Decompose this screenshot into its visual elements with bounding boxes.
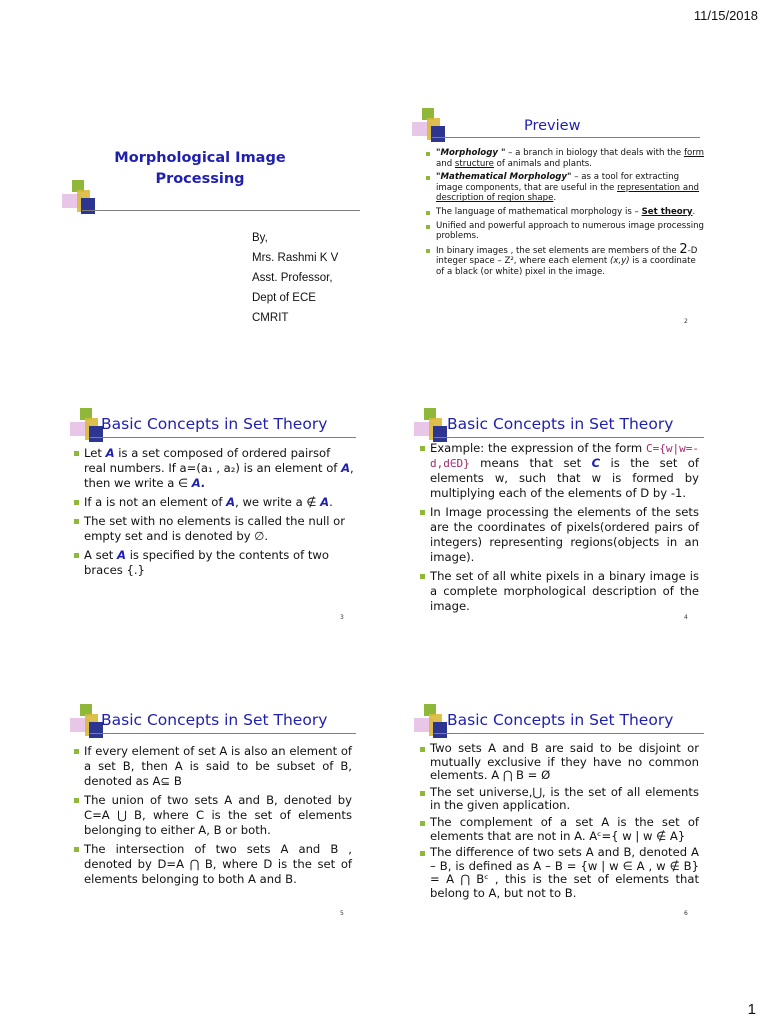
list-item: A set A is specified by the contents of two braces {.}	[74, 548, 354, 578]
list-item: The set universe,⋃, is the set of all elements in the given application.	[420, 786, 699, 813]
author-block: By, Mrs. Rashmi K V Asst. Professor, Dept of ECE CMRIT	[252, 232, 339, 324]
page-date: 11/15/2018	[693, 8, 758, 23]
slide-4	[408, 408, 708, 638]
slide-number: 2	[684, 318, 688, 325]
slide-4-title: Basic Concepts in Set Theory	[447, 415, 674, 433]
list-item: The complement of a set A is the set of elements that are not in A. Aᶜ={ w | w ∉ A}	[420, 816, 699, 843]
bullet-list	[420, 742, 699, 904]
list-item: In binary images , the set elements are members of the 2-D integer space – Z², where each element (x,y) is a coordinate of a black (or white) pixel in the image.	[426, 245, 704, 278]
slide-number: 6	[684, 910, 688, 917]
slide-6	[408, 704, 708, 934]
title-divider	[434, 733, 704, 734]
slide-1	[60, 110, 360, 340]
list-item: The language of mathematical morphology is – Set theory.	[426, 207, 704, 218]
list-item: Let A is a set composed of ordered pairsof real numbers. If a=(a₁ , a₂) is an element of A, then we write a ∈ A.	[74, 446, 354, 491]
list-item: The set of all white pixels in a binary image is a complete morphological description of the image.	[420, 569, 699, 614]
list-item: Unified and powerful approach to numerous image processing problems.	[426, 221, 704, 242]
slide-2	[408, 110, 708, 340]
title-divider	[432, 137, 700, 138]
slide-decoration-icon	[412, 108, 452, 148]
list-item: Example: the expression of the form C={w|w=-d,d∈D} means that set C is the set of elements w, such that w is formed by multiplying each of the elements of D by -1.	[420, 441, 699, 501]
title-divider	[90, 437, 356, 438]
bullet-list	[74, 744, 352, 891]
list-item: In Image processing the elements of the sets are the coordinates of pixels(ordered pairs of integers) representing regions(objects in an image).	[420, 505, 699, 565]
list-item: The difference of two sets A and B, denoted A – B, is defined as A – B = {w | w ∈ A , w ∉ B} = A ⋂ Bᶜ , this is the set of elements that belong to A, but not to B.	[420, 846, 699, 900]
bullet-list	[426, 148, 704, 281]
list-item: If a is not an element of A, we write a ∉ A.	[74, 495, 354, 510]
slide-decoration-icon	[62, 180, 102, 220]
list-item: "Morphology " – a branch in biology that deals with the form and structure of animals and plants.	[426, 148, 704, 169]
slide-number: 3	[340, 614, 344, 621]
list-item: The union of two sets A and B, denoted by C=A ⋃ B, where C is the set of elements belonging to either A, B or both.	[74, 793, 352, 838]
slide-2-title: Preview	[524, 118, 581, 134]
title-divider	[434, 437, 704, 438]
slide-3	[60, 408, 360, 638]
list-item: The set with no elements is called the null or empty set and is denoted by ∅.	[74, 514, 354, 544]
slide-3-title: Basic Concepts in Set Theory	[101, 415, 328, 433]
slide-1-title: Morphological Image Processing	[114, 150, 286, 187]
slide-number: 4	[684, 614, 688, 621]
list-item: Two sets A and B are said to be disjoint or mutually exclusive if they have no common elements. A ⋂ B = Ø	[420, 742, 699, 783]
bullet-list	[74, 446, 354, 582]
slide-6-title: Basic Concepts in Set Theory	[447, 711, 674, 729]
list-item: If every element of set A is also an element of a set B, then A is said to be subset of B, denoted as A⊆ B	[74, 744, 352, 789]
title-divider	[90, 733, 356, 734]
slide-number: 5	[340, 910, 344, 917]
page-number: 1	[747, 1001, 756, 1018]
slide-5	[60, 704, 360, 934]
title-divider	[82, 210, 360, 211]
list-item: "Mathematical Morphology" – as a tool for extracting image components, that are useful in the representation and description of region shape.	[426, 172, 704, 204]
bullet-list	[420, 441, 699, 618]
slide-5-title: Basic Concepts in Set Theory	[101, 711, 328, 729]
list-item: The intersection of two sets A and B , denoted by D=A ⋂ B, where D is the set of elements belonging to both A and B.	[74, 842, 352, 887]
